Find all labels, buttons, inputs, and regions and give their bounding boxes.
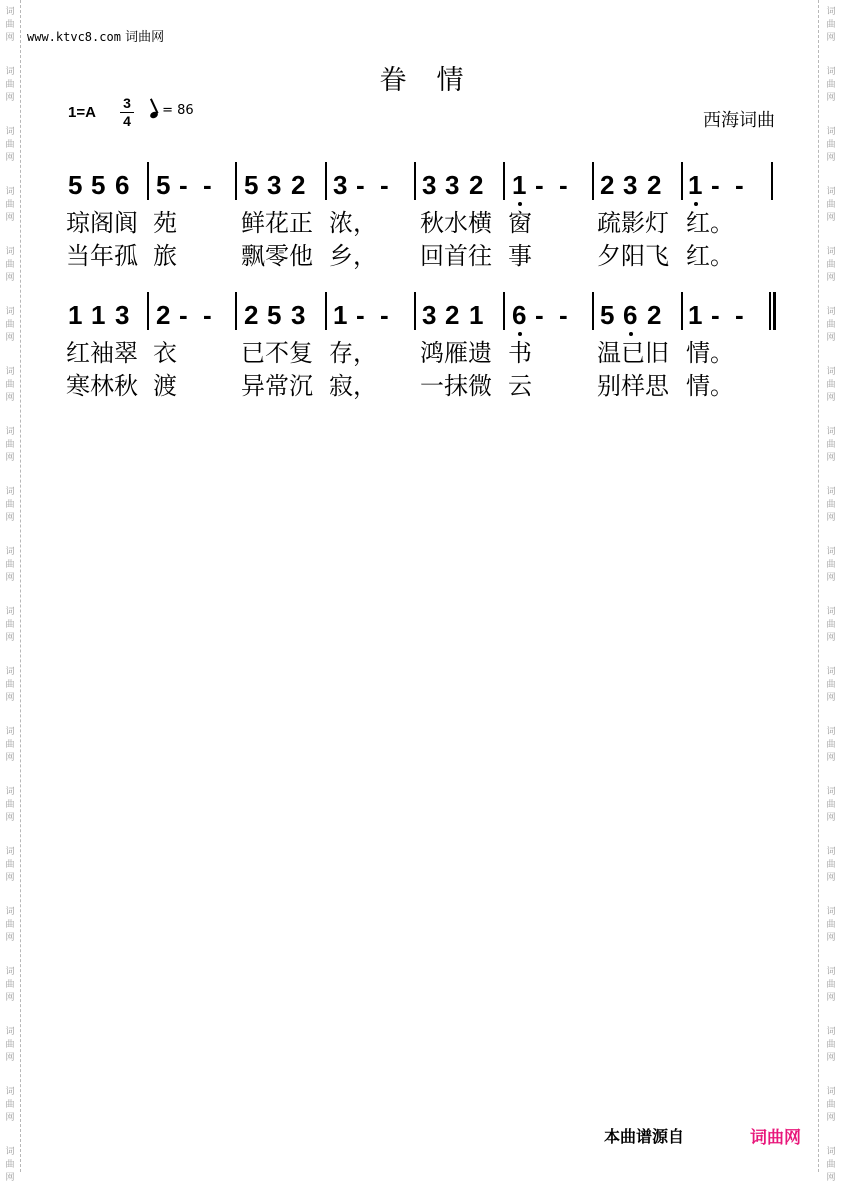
watermark-glyphs: 词 曲 网	[5, 1027, 15, 1063]
sustain-dash: -	[179, 300, 188, 330]
watermark-glyphs: 词 曲 网	[826, 487, 836, 523]
lower-octave-dot	[518, 332, 522, 336]
note: 1	[68, 300, 83, 330]
bar-line	[235, 292, 237, 330]
final-bar-line	[773, 292, 776, 330]
lyric-segment: 情。	[686, 372, 734, 400]
bar-line	[503, 292, 505, 330]
note: 3	[333, 170, 348, 200]
note: 3	[422, 300, 437, 330]
watermark-glyphs: 词 曲 网	[5, 247, 15, 283]
lyric-segment: 秋水横	[420, 209, 492, 237]
note: 5	[267, 300, 282, 330]
note: 5	[600, 300, 615, 330]
watermark-glyphs: 词 曲 网	[826, 607, 836, 643]
note: 2	[647, 300, 662, 330]
lyric-segment: 苑	[153, 209, 177, 237]
lyric-segment: 疏影灯	[597, 209, 669, 237]
site-name: 词曲网	[125, 30, 165, 45]
watermark-glyphs: 词 曲 网	[5, 427, 15, 463]
lyric-segment: 回首往	[420, 242, 492, 270]
watermark-glyphs: 词 曲 网	[5, 1087, 15, 1123]
watermark-glyphs: 词 曲 网	[5, 727, 15, 763]
bar-line	[771, 162, 773, 200]
bar-line	[235, 162, 237, 200]
watermark-glyphs: 词 曲 网	[5, 607, 15, 643]
bar-line	[681, 162, 683, 200]
note: 2	[291, 170, 306, 200]
bar-line	[325, 292, 327, 330]
bar-line	[592, 162, 594, 200]
lower-octave-dot	[694, 202, 698, 206]
bar-line	[147, 162, 149, 200]
watermark-glyphs: 词 曲 网	[5, 667, 15, 703]
lyric-segment: 窗	[508, 209, 532, 237]
left-watermark-strip	[0, 0, 21, 1183]
watermark-glyphs: 词 曲 网	[826, 127, 836, 163]
watermark-glyphs: 词 曲 网	[826, 187, 836, 223]
lyric-segment: 情。	[686, 339, 734, 367]
lyric-segment: 已不复	[241, 339, 313, 367]
lyric-segment: 鲜花正	[241, 209, 313, 237]
bar-line	[325, 162, 327, 200]
bar-line	[592, 292, 594, 330]
note: 3	[422, 170, 437, 200]
lyric-segment: 存，	[329, 339, 377, 367]
sustain-dash: -	[356, 300, 365, 330]
watermark-glyphs: 词 曲 网	[826, 307, 836, 343]
sustain-dash: -	[535, 170, 544, 200]
lyric-segment: 渡	[153, 372, 177, 400]
lyric-segment: 乡，	[329, 242, 377, 270]
lyric-segment: 飘零他	[241, 242, 313, 270]
sustain-dash: -	[711, 300, 720, 330]
watermark-glyphs: 词 曲 网	[826, 427, 836, 463]
watermark-glyphs: 词 曲 网	[5, 307, 15, 343]
watermark-glyphs: 词 曲 网	[5, 907, 15, 943]
watermark-glyphs: 词 曲 网	[826, 847, 836, 883]
note: 1	[333, 300, 348, 330]
lower-octave-dot	[629, 332, 633, 336]
note: 5	[68, 170, 83, 200]
quarter-note-icon	[149, 111, 159, 120]
note: 1	[91, 300, 106, 330]
site-url[interactable]: www.ktvc8.com	[27, 30, 121, 44]
watermark-glyphs: 词 曲 网	[826, 247, 836, 283]
note: 5	[156, 170, 171, 200]
lyric-segment: 旅	[153, 242, 177, 270]
sustain-dash: -	[356, 170, 365, 200]
note: 3	[445, 170, 460, 200]
watermark-glyphs: 词 曲 网	[826, 547, 836, 583]
bar-line	[147, 292, 149, 330]
watermark-glyphs: 词 曲 网	[826, 7, 836, 43]
sustain-dash: -	[179, 170, 188, 200]
bar-line	[414, 162, 416, 200]
footer-brand-link[interactable]: 词曲网	[750, 1128, 801, 1148]
watermark-glyphs: 词 曲 网	[826, 367, 836, 403]
lyric-segment: 寂，	[329, 372, 377, 400]
watermark-glyphs: 词 曲 网	[826, 727, 836, 763]
time-signature-top: 3	[123, 95, 131, 111]
note: 3	[267, 170, 282, 200]
note: 1	[688, 300, 703, 330]
note: 2	[244, 300, 259, 330]
lyric-segment: 红。	[686, 209, 734, 237]
right-watermark-strip	[818, 0, 843, 1183]
lyric-segment: 寒林秋	[66, 372, 138, 400]
note: 2	[600, 170, 615, 200]
sustain-dash: -	[380, 300, 389, 330]
lyric-segment: 温已旧	[597, 339, 669, 367]
watermark-glyphs: 词 曲 网	[5, 967, 15, 1003]
lyric-segment: 当年孤	[66, 242, 138, 270]
watermark-glyphs: 词 曲 网	[5, 847, 15, 883]
sustain-dash: -	[203, 170, 212, 200]
watermark-glyphs: 词 曲 网	[826, 1027, 836, 1063]
lyric-segment: 浓，	[329, 209, 377, 237]
watermark-glyphs: 词 曲 网	[826, 667, 836, 703]
lower-octave-dot	[518, 202, 522, 206]
bar-line	[414, 292, 416, 330]
watermark-glyphs: 词 曲 网	[5, 67, 15, 103]
sustain-dash: -	[535, 300, 544, 330]
composer-credit: 西海词曲	[703, 110, 775, 131]
sustain-dash: -	[559, 300, 568, 330]
lyric-segment: 书	[508, 339, 532, 367]
sustain-dash: -	[735, 170, 744, 200]
song-title: 眷情	[379, 65, 494, 96]
watermark-glyphs: 词 曲 网	[826, 967, 836, 1003]
watermark-glyphs: 词 曲 网	[5, 187, 15, 223]
lyric-segment: 红。	[686, 242, 734, 270]
watermark-glyphs: 词 曲 网	[5, 127, 15, 163]
watermark-glyphs: 词 曲 网	[5, 787, 15, 823]
note: 6	[623, 300, 638, 330]
watermark-glyphs: 词 曲 网	[5, 7, 15, 43]
lyric-segment: 琼阁阆	[66, 209, 138, 237]
note: 3	[623, 170, 638, 200]
watermark-glyphs: 词 曲 网	[5, 547, 15, 583]
bar-line	[769, 292, 771, 330]
note: 3	[115, 300, 130, 330]
note: 6	[115, 170, 130, 200]
sustain-dash: -	[559, 170, 568, 200]
note: 2	[156, 300, 171, 330]
sustain-dash: -	[735, 300, 744, 330]
note: 2	[647, 170, 662, 200]
lyric-segment: 一抹微	[420, 372, 492, 400]
lyric-segment: 鸿雁遗	[420, 339, 492, 367]
watermark-glyphs: 词 曲 网	[826, 1087, 836, 1123]
note: 1	[469, 300, 484, 330]
lyric-segment: 云	[508, 372, 532, 400]
watermark-glyphs: 词 曲 网	[5, 1147, 15, 1183]
sustain-dash: -	[711, 170, 720, 200]
lyric-segment: 衣	[153, 339, 177, 367]
tempo-marking	[150, 103, 194, 118]
lyric-segment: 夕阳飞	[597, 242, 669, 270]
note: 5	[244, 170, 259, 200]
time-signature-bottom: 4	[123, 113, 131, 129]
watermark-glyphs: 词 曲 网	[826, 67, 836, 103]
footer-source-label: 本曲谱源自	[604, 1127, 685, 1146]
note: 1	[688, 170, 703, 200]
tempo-value: = 86	[162, 103, 194, 118]
lyric-segment: 别样思	[597, 372, 669, 400]
bar-line	[681, 292, 683, 330]
sustain-dash: -	[203, 300, 212, 330]
bar-line	[503, 162, 505, 200]
note: 5	[91, 170, 106, 200]
note: 2	[469, 170, 484, 200]
note: 6	[512, 300, 527, 330]
time-signature	[120, 96, 134, 129]
watermark-glyphs: 词 曲 网	[5, 367, 15, 403]
watermark-glyphs: 词 曲 网	[826, 1147, 836, 1183]
note: 3	[291, 300, 306, 330]
note: 2	[445, 300, 460, 330]
note: 1	[512, 170, 527, 200]
watermark-glyphs: 词 曲 网	[826, 787, 836, 823]
lyric-segment: 事	[508, 242, 532, 270]
site-header	[27, 26, 164, 45]
key-signature: 1=A	[68, 104, 96, 121]
lyric-segment: 异常沉	[241, 372, 313, 400]
sustain-dash: -	[380, 170, 389, 200]
watermark-glyphs: 词 曲 网	[826, 907, 836, 943]
watermark-glyphs: 词 曲 网	[5, 487, 15, 523]
lyric-segment: 红袖翠	[66, 339, 138, 367]
